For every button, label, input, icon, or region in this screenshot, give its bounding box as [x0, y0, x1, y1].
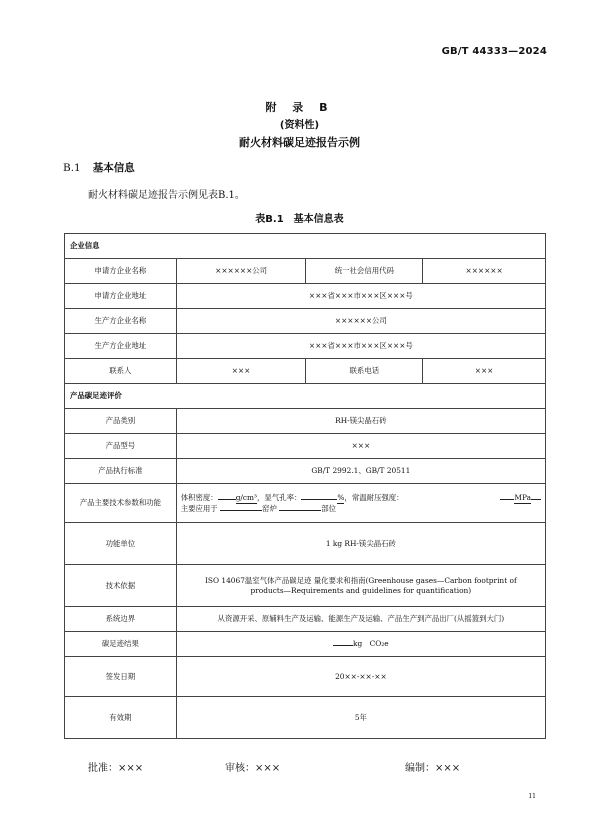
table-value: ××××××公司 [176, 259, 306, 284]
table-value: ××× [176, 359, 306, 384]
appendix-title: 附 录 B [265, 101, 334, 114]
section-row-header: 企业信息 [65, 234, 546, 259]
section-title: 基本信息 [92, 162, 135, 174]
review-signature: 审核：××× [225, 763, 281, 774]
table-row [65, 359, 546, 384]
page-number: 11 [528, 793, 536, 800]
table-row [65, 434, 546, 459]
body-paragraph: 耐火材料碳足迹报告示例见表B.1。 [88, 190, 245, 201]
table-value: 5年 [176, 697, 545, 739]
table-label: 签发日期 [65, 657, 177, 697]
table-label: 联系人 [65, 359, 177, 384]
table-label: 碳足迹结果 [65, 632, 177, 657]
params-cell [176, 484, 545, 523]
result-unit: kg CO₂e [353, 639, 389, 648]
table-label: 生产方企业名称 [65, 309, 177, 334]
result-cell [176, 632, 545, 657]
params-strength-unit: MPa [500, 493, 541, 504]
table-value: ×××省×××市×××区×××号 [176, 334, 545, 359]
table-value: ××××××公司 [176, 309, 545, 334]
table-value: 从资源开采、原辅料生产及运输、能源生产及运输、产品生产到产品出厂(从摇篮到大门) [176, 607, 545, 632]
table-row [65, 484, 546, 523]
table-label: 生产方企业地址 [65, 334, 177, 359]
table-row [65, 632, 546, 657]
table-label: 系统边界 [65, 607, 177, 632]
table-label: 功能单位 [65, 523, 177, 565]
appendix-nature: (资料性) [279, 120, 320, 131]
table-row [65, 409, 546, 434]
table-value: RH-镁尖晶石砖 [176, 409, 545, 434]
section-row-header: 产品碳足迹评价 [65, 384, 546, 409]
approve-signature: 批准：××× [88, 763, 144, 774]
table-label: 产品执行标准 [65, 459, 177, 484]
params-line-2: 主要应用于 窑炉 部位 [180, 503, 336, 513]
table-value: 1 kg RH-镁尖晶石砖 [176, 523, 545, 565]
table-label: 产品类别 [65, 409, 177, 434]
table-row [65, 234, 546, 259]
table-value: ×××××× [423, 259, 546, 284]
table-row [65, 523, 546, 565]
standard-number: GB/T 44333—2024 [441, 46, 547, 57]
table-value: ×××省×××市×××区×××号 [176, 284, 545, 309]
table-value: ××× [423, 359, 546, 384]
table-label: 技术依据 [65, 565, 177, 607]
compile-signature: 编制：××× [405, 763, 461, 774]
section-number: B.1 [63, 162, 81, 174]
table-label: 统一社会信用代码 [306, 259, 423, 284]
table-value: ISO 14067温室气体产品碳足迹 量化要求和指南(Greenhouse gases—Carbon footprint of products—Requirements and guidelines for quantification) [176, 565, 545, 607]
params-line-1: 体积密度： g/cm³，显气孔率： %，常温耐压强度： [180, 492, 404, 502]
table-value: 20××-××-×× [176, 657, 545, 697]
table-row [65, 284, 546, 309]
table-row [65, 657, 546, 697]
table-label: 产品主要技术参数和功能 [65, 484, 177, 523]
table-value: ××× [176, 434, 545, 459]
basic-info-table [64, 233, 546, 739]
appendix-heading: 耐火材料碳足迹报告示例 [239, 136, 360, 149]
table-label: 有效期 [65, 697, 177, 739]
table-label: 联系电话 [306, 359, 423, 384]
table-label: 申请方企业地址 [65, 284, 177, 309]
section-heading [63, 160, 135, 175]
table-row [65, 259, 546, 284]
table-label: 申请方企业名称 [65, 259, 177, 284]
table-row [65, 607, 546, 632]
table-row [65, 565, 546, 607]
table-row [65, 697, 546, 739]
table-row [65, 384, 546, 409]
table-value: GB/T 2992.1、GB/T 20511 [176, 459, 545, 484]
table-row [65, 459, 546, 484]
table-label: 产品型号 [65, 434, 177, 459]
table-row [65, 309, 546, 334]
table-row [65, 334, 546, 359]
table-caption: 表B.1 基本信息表 [255, 214, 344, 225]
